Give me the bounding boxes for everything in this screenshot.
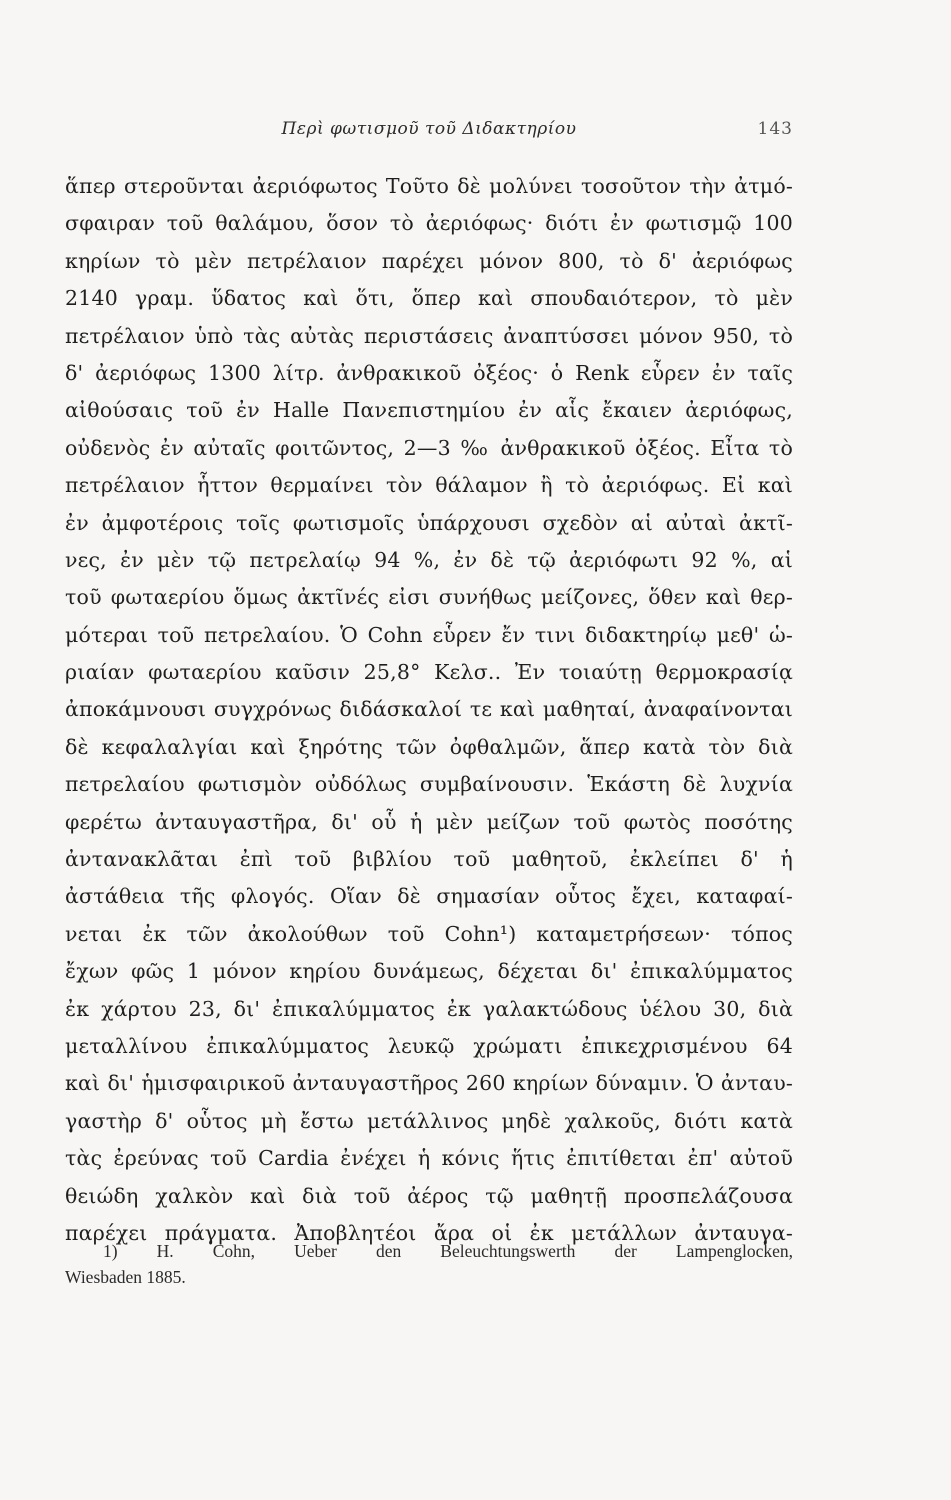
- text-line: πετρέλαιον ὑπὸ τὰς αὐτὰς περιστάσεις ἀναπτύσσει μόνον 950, τὸ: [65, 323, 793, 348]
- text-line: ἅπερ στεροῦνται ἀεριόφωτος Τοῦτο δὲ μολύνει τοσοῦτον τὴν ἀτμό-: [65, 174, 793, 198]
- footnote-line: 1) H. Cohn, Ueber den Beleuchtungswerth der Lampenglocken,: [103, 1241, 793, 1261]
- text-line: γαστὴρ δ' οὗτος μὴ ἔστω μετάλλινος μηδὲ χαλκοῦς, διότι κατὰ: [65, 1108, 793, 1133]
- footnote-line: Wiesbaden 1885.: [65, 1267, 186, 1287]
- text-line: μότεραι τοῦ πετρελαίου. Ὁ Cohn εὗρεν ἔν τινι διδακτηρίῳ μεθ' ὡ-: [65, 622, 793, 647]
- text-line: πετρελαίου φωτισμὸν οὐδόλως συμβαίνουσιν. Ἑκάστη δὲ λυχνία: [65, 772, 793, 797]
- text-line: νες, ἐν μὲν τῷ πετρελαίῳ 94 %, ἐν δὲ τῷ ἀεριόφωτι 92 %, αἱ: [65, 547, 793, 572]
- text-line: θειώδη χαλκὸν καὶ διὰ τοῦ ἀέρος τῷ μαθητῇ προσπελάζουσα: [65, 1183, 793, 1208]
- text-line: παρέχει πράγματα. Ἀποβλητέοι ἄρα οἱ ἐκ μετάλλων ἀνταυγα-: [65, 1220, 793, 1245]
- text-line: ἀποκάμνουσι συγχρόνως διδάσκαλοί τε καὶ μαθηταί, ἀναφαίνονται: [65, 697, 793, 722]
- running-title: Περὶ φωτισμοῦ τοῦ Διδακτηρίου: [281, 119, 577, 139]
- text-line: ἔχων φῶς 1 μόνον κηρίου δυνάμεως, δέχεται δι' ἐπικαλύμματος: [65, 959, 793, 984]
- text-line: νεται ἐκ τῶν ἀκολούθων τοῦ Cohn¹) καταμετρήσεων· τόπος: [65, 921, 793, 946]
- text-line: σφαιραν τοῦ θαλάμου, ὅσον τὸ ἀεριόφως· διότι ἐν φωτισμῷ 100: [65, 211, 793, 236]
- text-line: δ' ἀεριόφως 1300 λίτρ. ἀνθρακικοῦ ὀξέος· ὁ Renk εὗρεν ἐν ταῖς: [65, 360, 793, 385]
- text-line: φερέτω ἀνταυγαστῆρα, δι' οὗ ἡ μὲν μείζων τοῦ φωτὸς ποσότης: [65, 809, 793, 834]
- text-line: 2140 γραμ. ὕδατος καὶ ὅτι, ὅπερ καὶ σπουδαιότερον, τὸ μὲν: [65, 286, 793, 311]
- text-line: ἐν ἀμφοτέροις τοῖς φωτισμοῖς ὑπάρχουσι σχεδὸν αἱ αὐταὶ ἀκτῖ-: [65, 510, 793, 535]
- text-line: πετρέλαιον ἧττον θερμαίνει τὸν θάλαμον ἢ τὸ ἀεριόφως. Εἰ καὶ: [65, 473, 793, 498]
- body-text: [65, 168, 793, 1252]
- text-line: δὲ κεφαλαλγίαι καὶ ξηρότης τῶν ὀφθαλμῶν, ἅπερ κατὰ τὸν διὰ: [65, 734, 793, 759]
- text-line: ριαίαν φωταερίου καῦσιν 25,8° Κελσ.. Ἐν τοιαύτῃ θερμοκρασίᾳ: [65, 660, 793, 685]
- text-line: ἐκ χάρτου 23, δι' ἐπικαλύμματος ἐκ γαλακτώδους ὑέλου 30, διὰ: [65, 996, 793, 1021]
- text-line: τοῦ φωταερίου ὅμως ἀκτῖνές εἰσι συνήθως μείζονες, ὅθεν καὶ θερ-: [65, 585, 793, 610]
- text-line: οὐδενὸς ἐν αὐταῖς φοιτῶντος, 2—3 ‰ ἀνθρακικοῦ ὀξέος. Εἶτα τὸ: [65, 435, 793, 460]
- footnote: [65, 1238, 793, 1290]
- text-line: ἀντανακλᾶται ἐπὶ τοῦ βιβλίου τοῦ μαθητοῦ, ἐκλείπει δ' ἡ: [65, 847, 793, 872]
- text-line: αἰθούσαις τοῦ ἐν Halle Πανεπιστημίου ἐν αἷς ἔκαιεν ἀεριόφως,: [65, 398, 793, 423]
- text-line: ἀστάθεια τῆς φλογός. Οἵαν δὲ σημασίαν οὗτος ἔχει, καταφαί-: [65, 884, 793, 909]
- text-line: κηρίων τὸ μὲν πετρέλαιον παρέχει μόνον 800, τὸ δ' ἀεριόφως: [65, 248, 793, 273]
- text-line: τὰς ἐρεύνας τοῦ Cardia ἐνέχει ἡ κόνις ἥτις ἐπιτίθεται ἐπ' αὐτοῦ: [65, 1146, 793, 1171]
- text-line: μεταλλίνου ἐπικαλύμματος λευκῷ χρώματι ἐπικεχρισμένου 64: [65, 1033, 793, 1058]
- page-header: [65, 119, 793, 145]
- text-line: καὶ δι' ἡμισφαιρικοῦ ἀνταυγαστῆρος 260 κηρίων δύναμιν. Ὁ ἀνταυ-: [65, 1071, 793, 1096]
- page-number: 143: [757, 119, 793, 139]
